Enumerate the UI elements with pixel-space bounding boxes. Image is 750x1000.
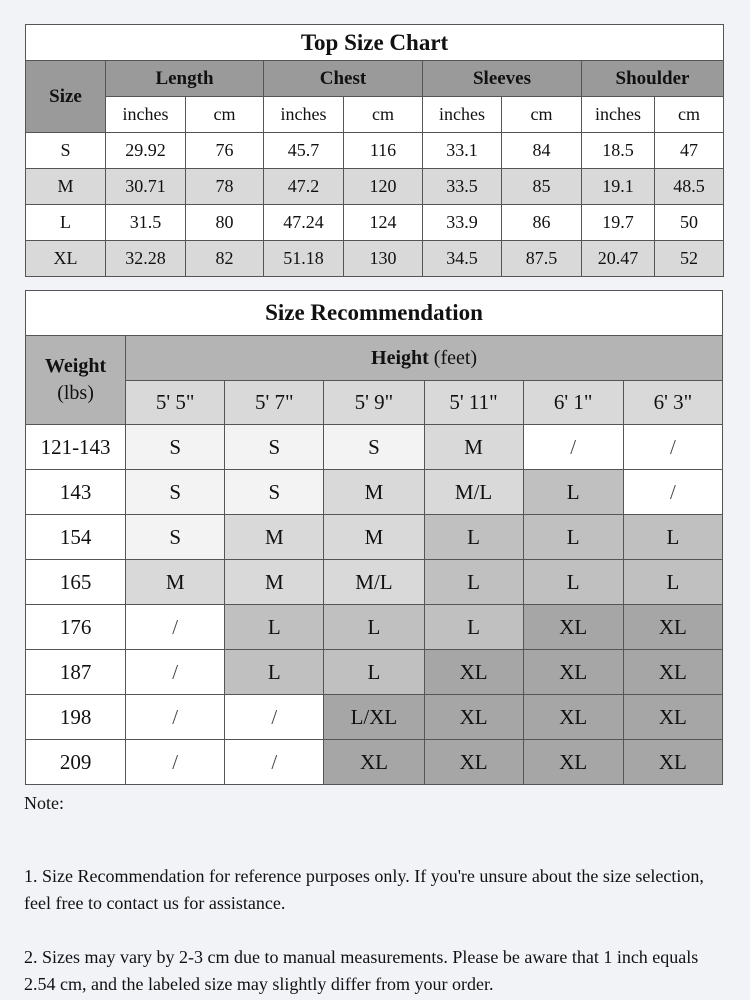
- recommended-size-cell: XL: [623, 650, 722, 695]
- recommended-size-cell: L: [623, 560, 722, 605]
- measurement-cell: 87.5: [502, 241, 582, 277]
- recommended-size-cell: /: [523, 425, 623, 470]
- recommended-size-cell: XL: [324, 740, 424, 785]
- size-cell: M: [26, 169, 106, 205]
- size-chart-title: Top Size Chart: [26, 25, 724, 61]
- recommended-size-cell: L: [324, 650, 424, 695]
- measurement-cell: 116: [344, 133, 423, 169]
- recommendation-title: Size Recommendation: [26, 291, 723, 336]
- recommended-size-cell: M: [424, 425, 523, 470]
- recommended-size-cell: M: [324, 470, 424, 515]
- height-column-header: 5' 5": [126, 381, 225, 425]
- recommended-size-cell: /: [126, 740, 225, 785]
- recommendation-row: [26, 695, 723, 740]
- measurement-cell: 120: [344, 169, 423, 205]
- recommended-size-cell: L: [523, 470, 623, 515]
- unit-header: inches: [264, 97, 344, 133]
- recommended-size-cell: /: [126, 605, 225, 650]
- weight-cell: 143: [26, 470, 126, 515]
- recommendation-row: [26, 740, 723, 785]
- recommended-size-cell: L/XL: [324, 695, 424, 740]
- recommended-size-cell: /: [126, 650, 225, 695]
- weight-cell: 165: [26, 560, 126, 605]
- measurement-cell: 124: [344, 205, 423, 241]
- weight-cell: 176: [26, 605, 126, 650]
- recommendation-row: [26, 605, 723, 650]
- recommended-size-cell: M/L: [324, 560, 424, 605]
- height-label: Height: [371, 346, 429, 369]
- weight-label: Weight: [45, 355, 107, 377]
- measurement-cell: 19.1: [582, 169, 655, 205]
- measurement-cell: 33.9: [423, 205, 502, 241]
- height-unit: (feet): [433, 346, 478, 369]
- measurement-cell: 50: [655, 205, 724, 241]
- size-chart-row: [26, 169, 724, 205]
- recommended-size-cell: XL: [523, 605, 623, 650]
- recommended-size-cell: /: [623, 425, 722, 470]
- unit-header: cm: [186, 97, 264, 133]
- recommended-size-cell: M: [126, 560, 225, 605]
- measurement-cell: 84: [502, 133, 582, 169]
- measurement-cell: 31.5: [106, 205, 186, 241]
- measurement-cell: 30.71: [106, 169, 186, 205]
- measurement-cell: 34.5: [423, 241, 502, 277]
- measurement-cell: 78: [186, 169, 264, 205]
- recommendation-row: [26, 560, 723, 605]
- height-column-header: 6' 1": [523, 381, 623, 425]
- recommended-size-cell: S: [126, 515, 225, 560]
- recommended-size-cell: M: [324, 515, 424, 560]
- measurement-cell: 45.7: [264, 133, 344, 169]
- unit-header: cm: [502, 97, 582, 133]
- recommended-size-cell: XL: [623, 605, 722, 650]
- measurement-cell: 130: [344, 241, 423, 277]
- recommended-size-cell: M: [225, 515, 324, 560]
- unit-header: cm: [655, 97, 724, 133]
- size-cell: S: [26, 133, 106, 169]
- height-column-header: 5' 11": [424, 381, 523, 425]
- size-cell: XL: [26, 241, 106, 277]
- measurement-cell: 86: [502, 205, 582, 241]
- weight-header: [26, 336, 126, 425]
- recommended-size-cell: XL: [523, 650, 623, 695]
- size-chart-row: [26, 241, 724, 277]
- recommended-size-cell: S: [225, 470, 324, 515]
- size-cell: L: [26, 205, 106, 241]
- measurement-cell: 47.24: [264, 205, 344, 241]
- height-header: [126, 336, 723, 381]
- size-chart-row: [26, 205, 724, 241]
- recommendation-row: [26, 425, 723, 470]
- recommended-size-cell: L: [424, 560, 523, 605]
- height-column-header: 5' 9": [324, 381, 424, 425]
- note-item: 2. Sizes may vary by 2-3 cm due to manual measurements. Please be aware that 1 inch equals 2.54 cm, and the labeled size may slightly differ from your order.: [24, 947, 699, 994]
- note-title: Note:: [24, 793, 64, 813]
- recommended-size-cell: XL: [623, 740, 722, 785]
- recommended-size-cell: L: [523, 560, 623, 605]
- measurement-cell: 76: [186, 133, 264, 169]
- recommended-size-cell: L: [424, 515, 523, 560]
- measurement-cell: 82: [186, 241, 264, 277]
- recommended-size-cell: M/L: [424, 470, 523, 515]
- chest-header: Chest: [264, 61, 423, 97]
- recommended-size-cell: XL: [424, 740, 523, 785]
- measurement-cell: 80: [186, 205, 264, 241]
- size-chart-row: [26, 133, 724, 169]
- measurement-cell: 29.92: [106, 133, 186, 169]
- measurement-cell: 48.5: [655, 169, 724, 205]
- recommendation-row: [26, 650, 723, 695]
- measurement-cell: 51.18: [264, 241, 344, 277]
- unit-header: inches: [423, 97, 502, 133]
- measurement-cell: 32.28: [106, 241, 186, 277]
- measurement-cell: 33.1: [423, 133, 502, 169]
- measurement-cell: 19.7: [582, 205, 655, 241]
- measurement-cell: 85: [502, 169, 582, 205]
- recommended-size-cell: /: [623, 470, 722, 515]
- recommended-size-cell: XL: [523, 695, 623, 740]
- weight-cell: 187: [26, 650, 126, 695]
- recommended-size-cell: L: [225, 650, 324, 695]
- measurement-cell: 33.5: [423, 169, 502, 205]
- unit-header: inches: [106, 97, 186, 133]
- recommendation-row: [26, 515, 723, 560]
- recommended-size-cell: /: [225, 740, 324, 785]
- measurement-cell: 47.2: [264, 169, 344, 205]
- recommended-size-cell: XL: [424, 650, 523, 695]
- measurement-cell: 52: [655, 241, 724, 277]
- length-header: Length: [106, 61, 264, 97]
- recommended-size-cell: L: [623, 515, 722, 560]
- note-item: 1. Size Recommendation for reference purposes only. If you're unsure about the size selection, feel free to contact us for assistance.: [24, 866, 704, 913]
- height-column-header: 6' 3": [623, 381, 722, 425]
- measurement-cell: 18.5: [582, 133, 655, 169]
- recommended-size-cell: S: [126, 470, 225, 515]
- recommended-size-cell: S: [126, 425, 225, 470]
- shoulder-header: Shoulder: [582, 61, 724, 97]
- size-chart-table: [25, 24, 724, 277]
- recommended-size-cell: L: [324, 605, 424, 650]
- height-column-header: 5' 7": [225, 381, 324, 425]
- weight-cell: 154: [26, 515, 126, 560]
- recommended-size-cell: /: [225, 695, 324, 740]
- recommendation-row: [26, 470, 723, 515]
- unit-header: inches: [582, 97, 655, 133]
- weight-cell: 121-143: [26, 425, 126, 470]
- recommended-size-cell: XL: [623, 695, 722, 740]
- recommended-size-cell: XL: [424, 695, 523, 740]
- recommended-size-cell: M: [225, 560, 324, 605]
- recommended-size-cell: XL: [523, 740, 623, 785]
- recommended-size-cell: L: [225, 605, 324, 650]
- recommended-size-cell: L: [523, 515, 623, 560]
- weight-unit: (lbs): [57, 382, 94, 404]
- recommended-size-cell: S: [225, 425, 324, 470]
- measurement-cell: 47: [655, 133, 724, 169]
- unit-header: cm: [344, 97, 423, 133]
- size-column-header: Size: [26, 61, 106, 133]
- weight-cell: 209: [26, 740, 126, 785]
- size-recommendation-table: [25, 290, 723, 785]
- weight-cell: 198: [26, 695, 126, 740]
- sleeves-header: Sleeves: [423, 61, 582, 97]
- recommended-size-cell: L: [424, 605, 523, 650]
- recommended-size-cell: /: [126, 695, 225, 740]
- recommended-size-cell: S: [324, 425, 424, 470]
- measurement-cell: 20.47: [582, 241, 655, 277]
